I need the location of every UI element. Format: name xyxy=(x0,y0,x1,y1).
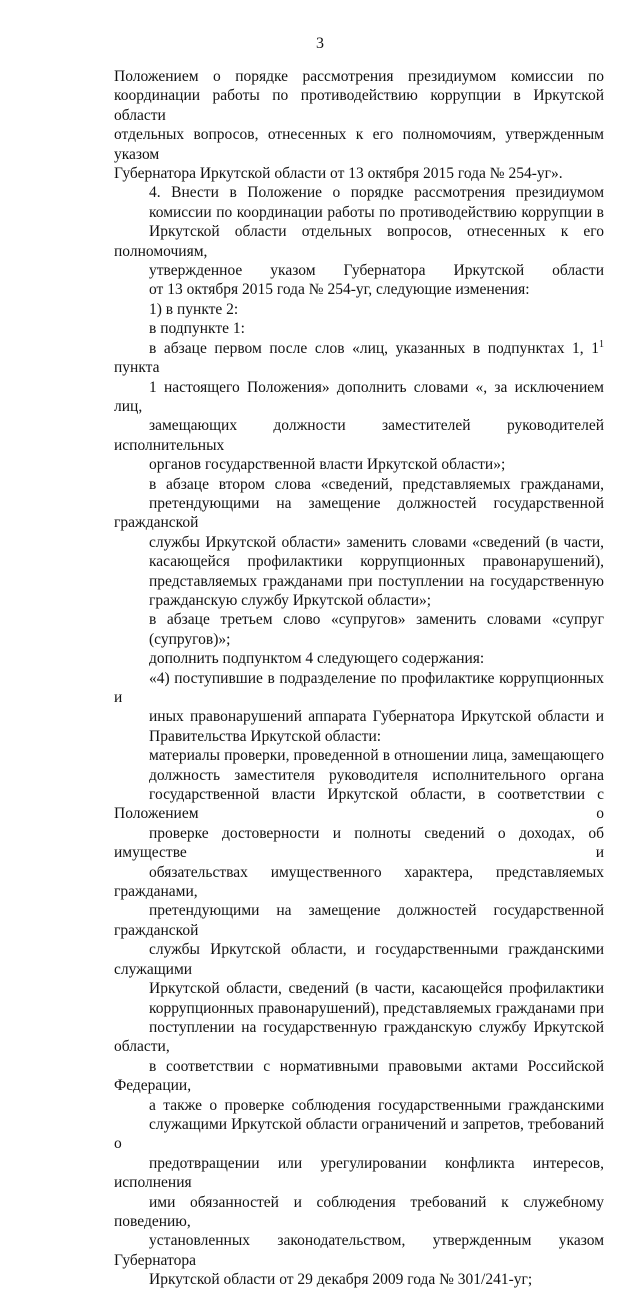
text-line: органов государственной власти Иркутской области»; xyxy=(149,456,506,474)
text-line: 4. Внести в Положение о порядке рассмотрения президиумом xyxy=(149,184,604,202)
text-line: обязательствах имущественного характера, представляемых гражданами, xyxy=(114,863,604,901)
text-line: гражданскую службу Иркутской области»; xyxy=(149,591,432,609)
text-line: претендующими на замещение должностей государственной гражданской xyxy=(114,902,604,939)
paragraph-subitem-1 xyxy=(114,300,604,319)
text-line: службы Иркутской области, и государственными гражданскими служащими xyxy=(114,941,604,978)
text-line-with-superscript xyxy=(114,339,604,378)
text-line: в абзаце втором слова «сведений, представляемых гражданами, xyxy=(149,475,604,493)
text-fragment: в абзаце первом после слов «лиц, указанных в подпунктах 1, 1 xyxy=(149,339,599,357)
paragraph-add-subpoint-4 xyxy=(114,649,604,668)
text-line: предотвращении или урегулировании конфликта интересов, исполнения xyxy=(114,1154,604,1192)
text-line: (супругов)»; xyxy=(149,630,231,648)
text-line: Правительства Иркутской области: xyxy=(149,727,382,745)
text-line: поступлении на государственную гражданскую службу Иркутской области, xyxy=(114,1018,604,1056)
paragraph-subpoint-4 xyxy=(114,669,604,747)
text-line: в абзаце третьем слово «супругов» заменить словами «супруг xyxy=(149,611,604,629)
text-line: утвержденное указом Губернатора Иркутской области xyxy=(149,262,604,280)
text-line: службы Иркутской области» заменить словами «сведений (в части, xyxy=(149,533,604,551)
document-body xyxy=(114,67,604,1290)
text-line: в подпункте 1: xyxy=(149,320,245,338)
text-line: служащими Иркутской области ограничений и запретов, требований о xyxy=(114,1115,604,1153)
paragraph-second-abzac xyxy=(114,475,604,611)
text-line: координации работы по противодействию коррупции в Иркутской области xyxy=(114,87,604,124)
text-line: должность заместителя руководителя исполнительного органа xyxy=(149,766,604,784)
text-line: отдельных вопросов, отнесенных к его полномочиям, утвержденным указом xyxy=(114,126,604,163)
text-line: касающейся профилактики коррупционных правонарушений), xyxy=(149,553,604,571)
text-line: проверке достоверности и полноты сведений о доходах, об имуществе и xyxy=(114,824,604,862)
text-line: Иркутской области от 29 декабря 2009 года № 301/241-уг; xyxy=(149,1271,533,1289)
superscript: 1 xyxy=(599,338,604,350)
text-line: претендующими на замещение должностей государственной гражданской xyxy=(114,494,604,532)
text-line: представляемых гражданами при поступлении на государственную xyxy=(149,572,604,590)
paragraph-third-abzac xyxy=(114,610,604,649)
text-line: 1 настоящего Положения» дополнить словами «, за исключением лиц, xyxy=(114,378,604,415)
text-line: государственной власти Иркутской области, в соответствии с Положением о xyxy=(114,786,604,823)
text-line: а также о проверке соблюдения государственными гражданскими xyxy=(149,1096,604,1114)
text-line: иных правонарушений аппарата Губернатора Иркутской области и xyxy=(149,708,604,726)
text-line: ими обязанностей и соблюдения требований к служебному поведению, xyxy=(114,1193,604,1230)
text-line: материалы проверки, проведенной в отношении лица, замещающего xyxy=(149,747,604,765)
text-line: замещающих должности заместителей руководителей исполнительных xyxy=(114,417,604,454)
paragraph-materials xyxy=(114,746,604,1289)
text-line: установленных законодательством, утвержденным указом Губернатора xyxy=(114,1232,604,1269)
text-fragment: пункта xyxy=(114,359,160,377)
page-number: 3 xyxy=(316,35,324,52)
text-line: в соответствии с нормативными правовыми актами Российской Федерации, xyxy=(114,1057,604,1095)
paragraph-first-abzac xyxy=(114,339,604,475)
text-line: от 13 октября 2015 года № 254-уг, следующие изменения: xyxy=(149,281,530,299)
text-line: коррупционных правонарушений), представляемых гражданами при xyxy=(149,999,604,1017)
text-line: Иркутской области отдельных вопросов, отнесенных к его полномочиям, xyxy=(114,223,604,260)
text-line: комиссии по координации работы по противодействию коррупции в xyxy=(149,203,604,221)
text-line: Положением о порядке рассмотрения президиумом комиссии по xyxy=(114,68,604,85)
text-line: дополнить подпунктом 4 следующего содержания: xyxy=(149,650,485,668)
text-line: Иркутской области, сведений (в части, касающейся профилактики xyxy=(149,980,604,998)
paragraph-subpoint-1 xyxy=(114,319,604,338)
text-line: 1) в пункте 2: xyxy=(149,300,239,318)
text-line: Губернатора Иркутской области от 13 октября 2015 года № 254-уг». xyxy=(114,165,563,183)
paragraph-item-4 xyxy=(114,183,604,299)
text-line: «4) поступившие в подразделение по профилактике коррупционных и xyxy=(114,669,604,706)
paragraph-continuation xyxy=(114,67,604,183)
